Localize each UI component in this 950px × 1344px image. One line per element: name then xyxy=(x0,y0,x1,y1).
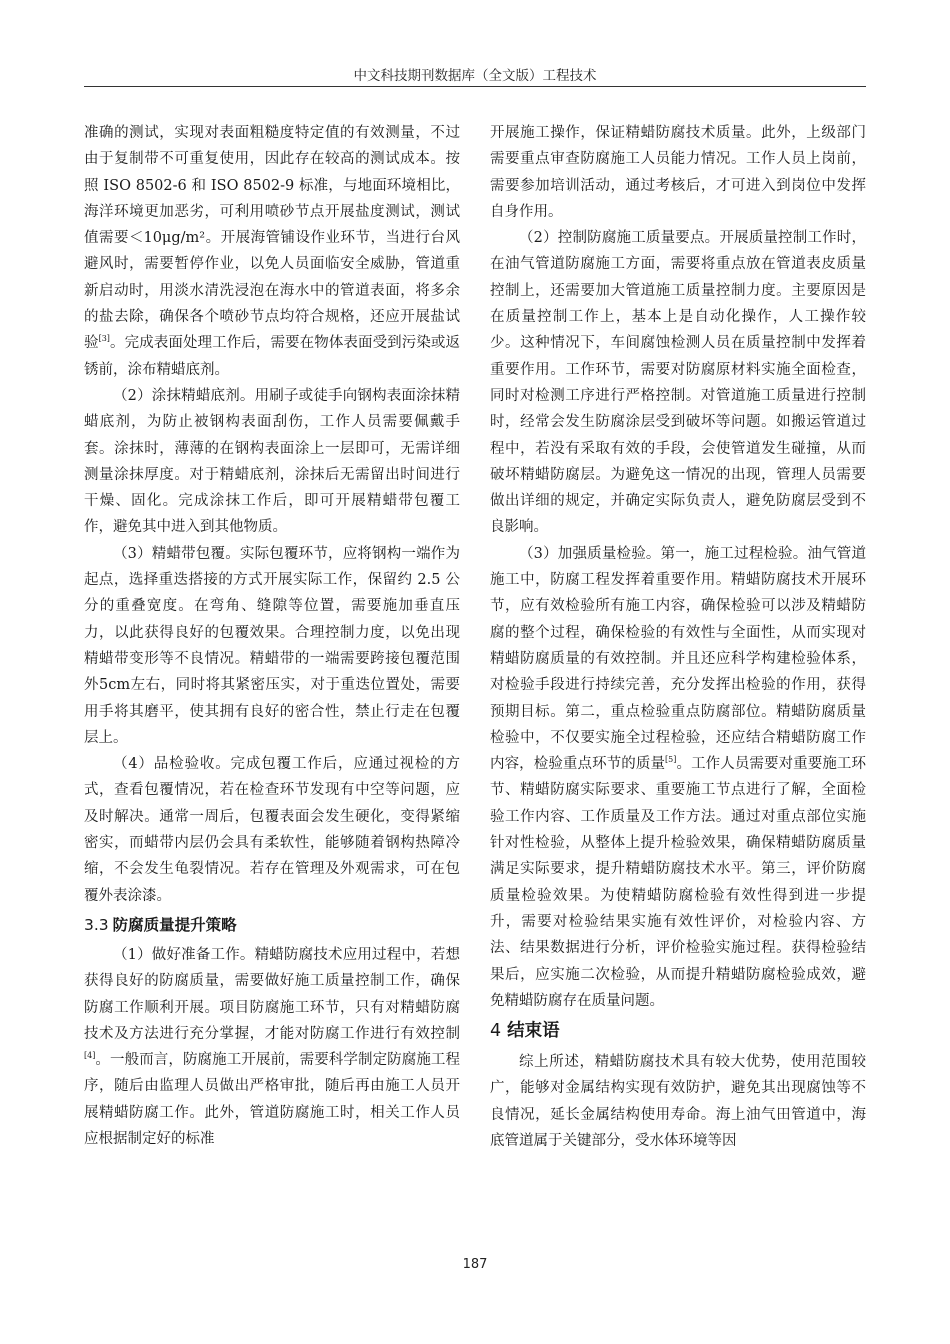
citation[interactable]: [3] xyxy=(98,334,110,344)
paragraph: 准确的测试，实现对表面粗糙度特定值的有效测量，不过由于复制带不可重复使用，因此存在较高的测试成本。按照 ISO 8502-6 和 ISO 8502-9 标准，与地面环境相比，海洋环境更加恶劣，可利用喷砂节点开展盐度测试，测试值需要＜10μg/m²。开展海管铺设作业环节，当进行台风避风时，需要暂停作业，以免人员面临安全威胁，管道重新启动时，用淡水清洗浸泡在海水中的管道表面，将多余的盐去除，确保各个喷砂节点均符合规格，还应开展盐试验[3]。完成表面处理工作后，需要在物体表面受到污染或返锈前，涂布精蜡底剂。 xyxy=(84,125,461,378)
paragraph: （3）精蜡带包覆。实际包覆环节，应将钢构一端作为起点，选择重迭搭接的方式开展实际工作，保留约 2.5 公分的重叠宽度。在弯角、缝隙等位置，需要施加垂直压力，以此获得良好的包覆效果。合理控制力度，以免出现精蜡带变形等不良情况。精蜡带的一端需要跨接包覆范围外5cm左右，同时将其紧密压实，对于重迭位置处，需要用手将其磨平，使其拥有良好的密合性，禁止行走在包覆层上。 xyxy=(84,545,460,746)
paragraph: （4）品检验收。完成包覆工作后，应通过视检的方式，查看包覆情况，若在检查环节发现有中空等问题，应及时解决。通常一周后，包覆表面会发生硬化，变得紧缩密实，而蜡带内层仍会具有柔软性，能够随着钢构热障冷缩，不会发生龟裂情况。若存在管理及外观需求，可在包覆外表涂漆。 xyxy=(84,756,460,904)
section-heading xyxy=(84,912,460,938)
paragraph: （3）加强质量检验。第一，施工过程检验。油气管道施工中，防腐工程发挥着重要作用。精蜡防腐技术开展环节，应有效检验所有施工内容，确保检验可以涉及精蜡防腐的整个过程，确保检验的有效性与全面性，从而实现对精蜡防腐质量的有效控制。并且还应科学构建检验体系，对检验手段进行持续完善，充分发挥出检验的作用，获得预期目标。第二，重点检验重点防腐部位。精蜡防腐质量检验中，不仅要实施全过程检验，还应结合精蜡防腐工作内容，检验重点环节的质量[5]。工作人员需要对重要施工环节、精蜡防腐实际要求、重要施工节点进行了解，全面检验工作内容、工作质量及工作方法。通过对重点部位实施针对性检验，从整体上提升检验效果，确保精蜡防腐质量满足实际要求，提升精蜡防腐技术水平。第三，评价防腐质量检验效果。为使精蜡防腐检验有效性得到进一步提升，需要对检验结果实施有效性评价，对检验内容、方法、结果数据进行分析，评价检验实施过程。获得检验结果后，应实施二次检验，从而提升精蜡防腐检验成效，避免精蜡防腐存在质量问题。 xyxy=(490,545,867,1009)
paragraph: 综上所述，精蜡防腐技术具有较大优势，使用范围较广，能够对金属结构实现有效防护，避免其出现腐蚀等不良情况，延长金属结构使用寿命。海上油气田管道中，海底管道属于关键部分，受水体环境等因 xyxy=(490,1054,866,1149)
citation[interactable]: [4] xyxy=(84,1051,96,1061)
section-number: 4 xyxy=(490,1021,502,1042)
paragraph: （2）控制防腐施工质量要点。开展质量控制工作时，在油气管道防腐施工方面，需要将重点放在管道表皮质量控制上，还需要加大管道施工质量控制力度。主要原因是在质量控制工作上，基本上是自动化操作，人工操作较少。这种情况下，车间腐蚀检测人员在质量控制中发挥着重要作用。工作环节，需要对防腐原材料实施全面检查，同时对检测工序进行严格控制。对管道施工质量进行控制时，经常会发生防腐涂层受到破坏等问题。如搬运管道过程中，若没有采取有效的手段，会使管道发生碰撞，从而破坏精蜡防腐层。为避免这一情况的出现，管理人员需要做出详细的规定，并确定实际负责人，避免防腐层受到不良影响。 xyxy=(490,230,866,536)
page-number: 187 xyxy=(462,1257,488,1272)
section-title: 结束语 xyxy=(507,1021,560,1042)
section-number: 3.3 xyxy=(84,915,109,934)
right-column xyxy=(490,120,866,1154)
header-rule xyxy=(84,86,866,87)
section-heading xyxy=(490,1017,866,1045)
paragraph: （2）涂抹精蜡底剂。用刷子或徒手向钢构表面涂抹精蜡底剂，为防止被钢构表面刮伤，工作人员需要佩戴手套。涂抹时，薄薄的在钢构表面涂上一层即可，无需详细测量涂抹厚度。对于精蜡底剂，涂抹后无需留出时间进行干燥、固化。完成涂抹工作后，即可开展精蜡带包覆工作，避免其中进入到其他物质。 xyxy=(84,387,460,536)
paragraph: （1）做好准备工作。精蜡防腐技术应用过程中，若想获得良好的防腐质量，需要做好施工质量控制工作，确保防腐工作顺利开展。项目防腐施工环节，只有对精蜡防腐技术及方法进行充分掌握，才能对防腐工作进行有效控制[4]。一般而言，防腐施工开展前，需要科学制定防腐施工程序，随后由监理人员做出严格审批，随后再由施工人员开展精蜡防腐工作。此外，管道防腐施工时，相关工作人员应根据制定好的标准 xyxy=(84,946,460,1147)
section-title: 防腐质量提升策略 xyxy=(112,915,237,934)
paragraph: 开展施工操作，保证精蜡防腐技术质量。此外，上级部门需要重点审查防腐施工人员能力情况。工作人员上岗前，需要参加培训活动，通过考核后，才可进入到岗位中发挥自身作用。 xyxy=(490,125,866,220)
running-header: 中文科技期刊数据库（全文版）工程技术 xyxy=(353,68,597,84)
left-column xyxy=(84,120,460,1152)
citation[interactable]: [5] xyxy=(665,755,677,765)
